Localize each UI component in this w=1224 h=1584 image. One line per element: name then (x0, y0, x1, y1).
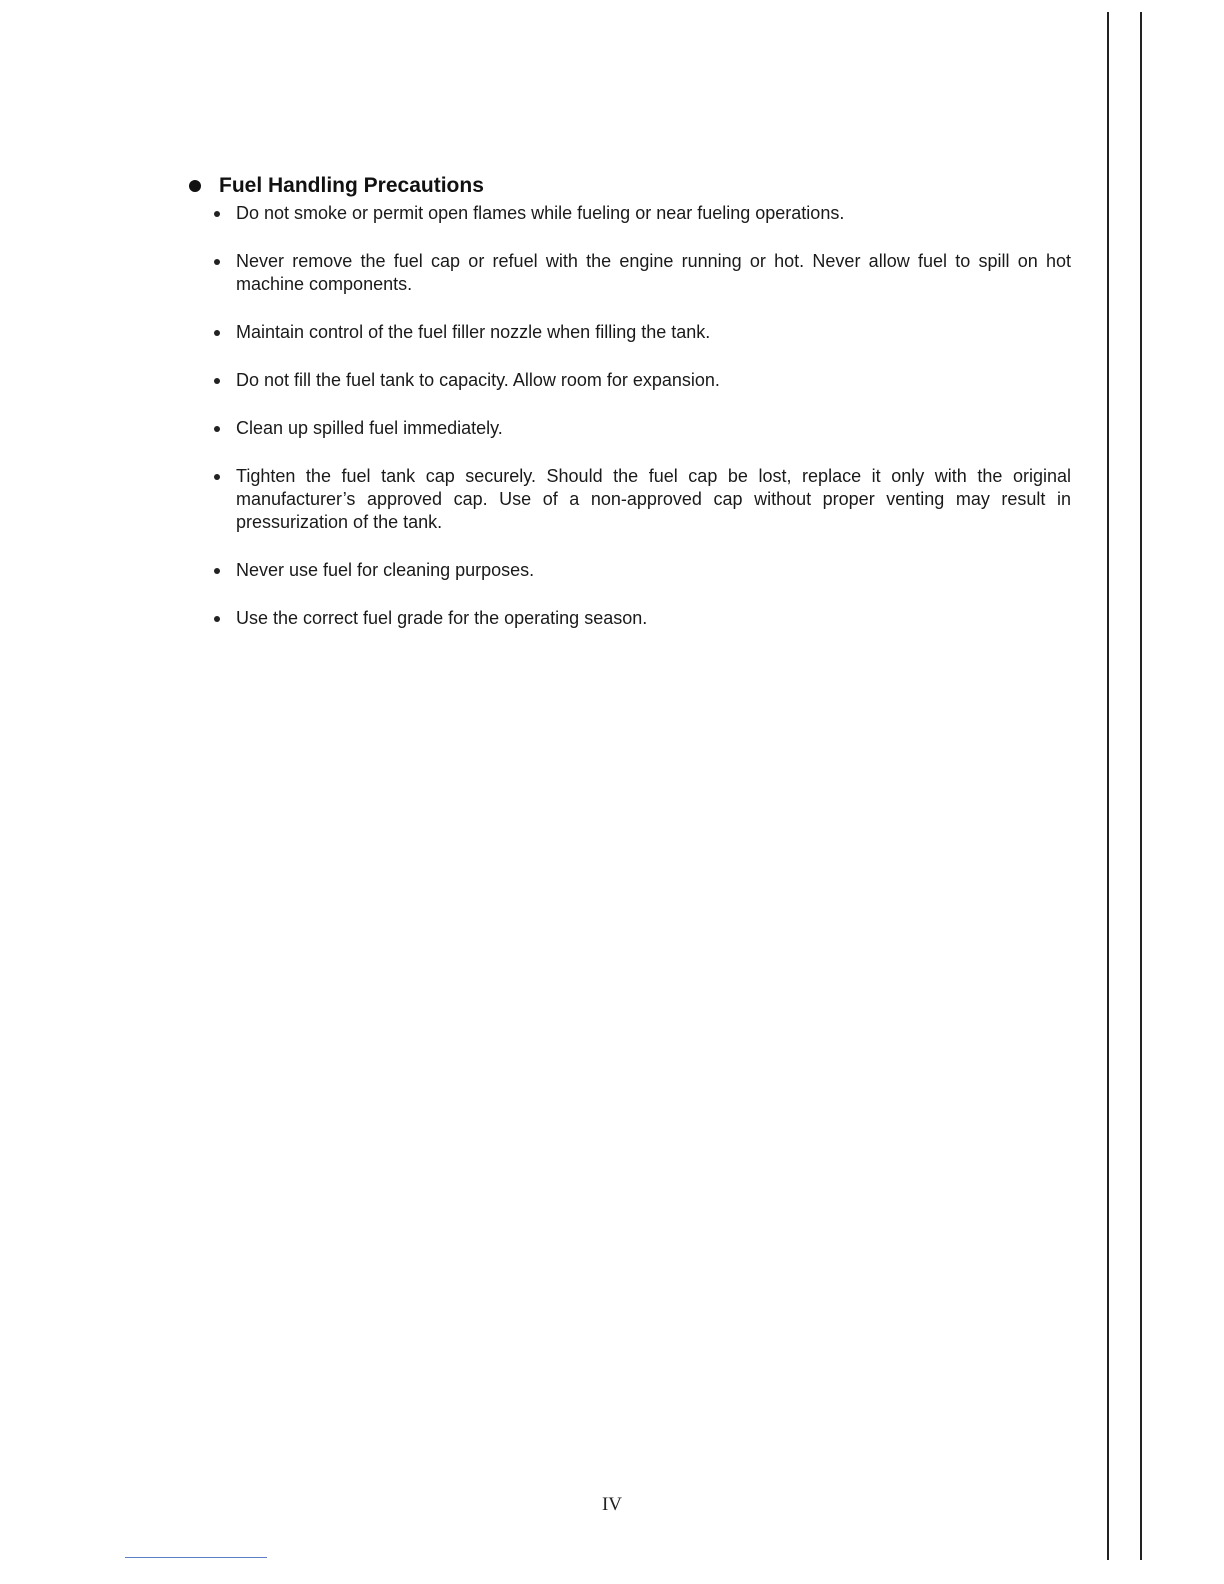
bullet-icon (214, 259, 220, 265)
bullet-icon (214, 330, 220, 336)
list-item-text: Do not fill the fuel tank to capacity. Allow room for expansion. (236, 370, 720, 390)
list-item (214, 250, 1071, 296)
bullet-icon (214, 568, 220, 574)
bullet-icon (214, 211, 220, 217)
list-item (214, 202, 1071, 225)
binding-line-left (1107, 12, 1109, 1560)
list-item (214, 465, 1071, 534)
bullet-icon (214, 616, 220, 622)
page-number: IV (601, 1494, 623, 1515)
fuel-handling-section (186, 172, 1071, 655)
list-item (214, 559, 1071, 582)
list-item (214, 321, 1071, 344)
binding-line-right (1140, 12, 1142, 1560)
footer-rule (125, 1557, 267, 1558)
list-item-text: Maintain control of the fuel filler nozzle when filling the tank. (236, 322, 711, 342)
list-item (214, 607, 1071, 630)
section-heading (186, 172, 1071, 200)
list-item-text: Tighten the fuel tank cap securely. Should the fuel cap be lost, replace it only with the original manufacturer’s approved cap. Use of a non-approved cap without proper venting may result in pressurization of the tank. (236, 466, 1071, 532)
bullet-icon (214, 378, 220, 384)
list-item-text: Never use fuel for cleaning purposes. (236, 560, 535, 580)
list-item-text: Do not smoke or permit open flames while fueling or near fueling operations. (236, 203, 845, 223)
list-item-text: Never remove the fuel cap or refuel with the engine running or hot. Never allow fuel to spill on hot machine components. (236, 251, 1071, 294)
precaution-list (186, 202, 1071, 630)
list-item (214, 417, 1071, 440)
list-item-text: Use the correct fuel grade for the operating season. (236, 608, 648, 628)
heading-bullet-icon (189, 180, 201, 192)
bullet-icon (214, 426, 220, 432)
list-item-text: Clean up spilled fuel immediately. (236, 418, 503, 438)
bullet-icon (214, 474, 220, 480)
section-title: Fuel Handling Precautions (219, 174, 484, 197)
list-item (214, 369, 1071, 392)
